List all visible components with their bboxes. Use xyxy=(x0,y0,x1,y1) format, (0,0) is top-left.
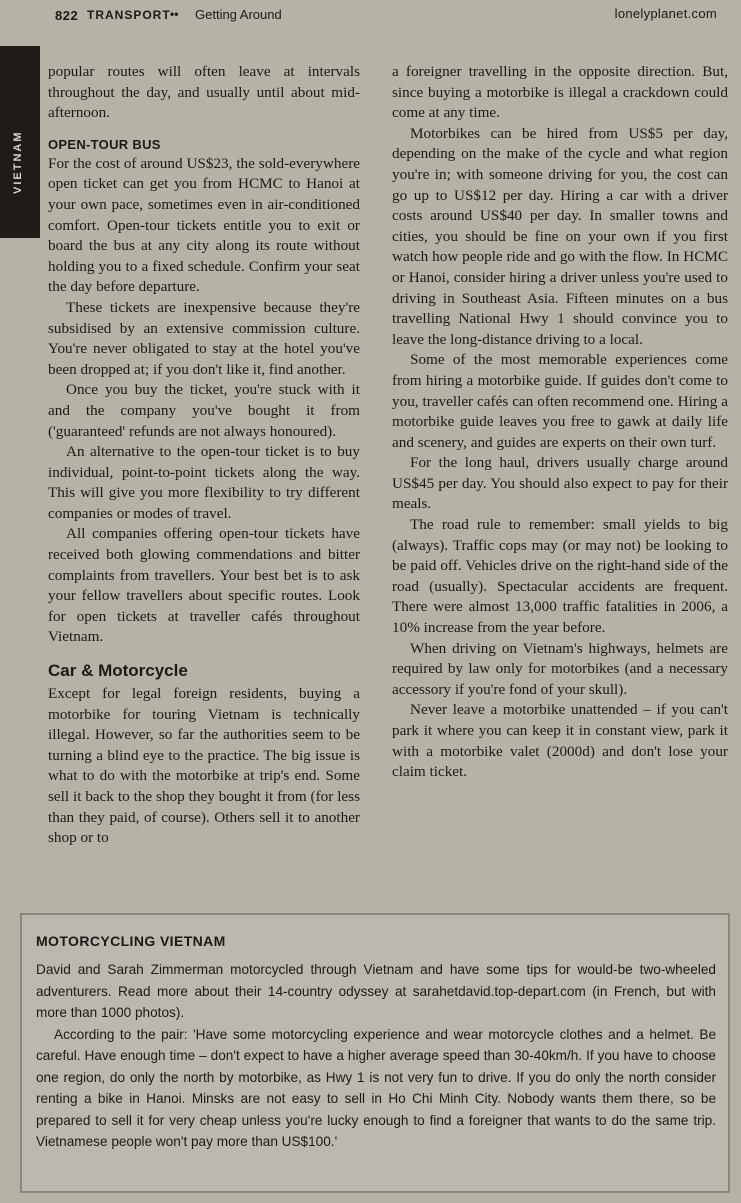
heading-car-motorcycle: Car & Motorcycle xyxy=(48,661,188,681)
paragraph: When driving on Vietnam's highways, helmets are required by law only for motorbikes (and a necessary accessory if you're fond of your skull). xyxy=(392,639,728,698)
subsection-title: Getting Around xyxy=(195,7,282,22)
paragraph: a foreigner travelling in the opposite direction. But, since buying a motorbike is illegal a crackdown could come at any time. xyxy=(392,63,728,122)
chapter-tab-label: VIETNAM xyxy=(12,130,24,194)
sidebar-paragraph: David and Sarah Zimmerman motorcycled through Vietnam and have some tips for would-be two-wheeled adventurers. Read more about their 14-country odyssey at sarahetdavid.top-depart.com (in French, but with more than 1000 photos). xyxy=(36,962,716,1020)
site-name: lonelyplanet.com xyxy=(614,6,717,21)
paragraph: Never leave a motorbike unattended – if you can't park it where you can keep it in constant view, park it with a motorbike valet (2000d) and don't lose your claim ticket. xyxy=(392,701,728,781)
header-separator: •• xyxy=(170,7,179,21)
paragraph: All companies offering open-tour tickets have received both glowing commendations and bitter complaints from travellers. Your best bet is to ask your fellow travellers about specific routes. Look for open tickets at traveller cafés throughout Vietnam. xyxy=(48,525,360,646)
sidebar-body xyxy=(36,959,716,1153)
paragraph: popular routes will often leave at intervals throughout the day, and usually until about mid-afternoon. xyxy=(48,63,360,122)
chapter-tab xyxy=(0,46,40,238)
paragraph: Motorbikes can be hired from US$5 per day, depending on the make of the cycle and what region you're in; with someone driving for you, the cost can go up to US$12 per day. Hiring a car with a driver costs around US$40 per day. In smaller towns and cities, you should be fine on your own if you first watch how people ride and go with the flow. In HCMC or Hanoi, consider hiring a driver unless you're used to driving in Southeast Asia. Fifteen minutes on a bus travelling National Hwy 1 should convince you to leave the long-distance driving to a local. xyxy=(392,124,728,348)
paragraph: These tickets are inexpensive because they're subsidised by an extensive commission culture. You're never obligated to stay at the hotel you've been dropped at; if you don't like it, find another. xyxy=(48,298,360,378)
sidebar-box xyxy=(20,913,730,1193)
paragraph: For the cost of around US$23, the sold-everywhere open ticket can get you from HCMC to Hanoi at your own pace, sometimes even in air-conditioned comfort. Open-tour tickets entitle you to exit or board the bus at any city along its route without holding you to a fixed schedule. Confirm your seat the day before departure. xyxy=(48,154,360,296)
paragraph: An alternative to the open-tour ticket is to buy individual, point-to-point tickets along the way. This will give you more flexibility to try different companies or modes of travel. xyxy=(48,443,360,522)
paragraph: Once you buy the ticket, you're stuck with it and the company you've bought it from ('guaranteed' refunds are not always honoured). xyxy=(48,381,360,440)
section-title: TRANSPORT xyxy=(87,8,171,22)
left-column xyxy=(48,62,360,849)
sidebar-title: MOTORCYCLING VIETNAM xyxy=(36,933,226,949)
running-header xyxy=(0,0,741,34)
page-number: 822 xyxy=(55,8,79,23)
paragraph: Except for legal foreign residents, buying a motorbike for touring Vietnam is technically illegal. However, so far the authorities seem to be turning a blind eye to the practice. The big issue is what to do with the motorbike at trip's end. Some sell it back to the shop they bought it from (for less than they paid, of course). Others sell it to another shop or to xyxy=(48,685,360,847)
paragraph: The road rule to remember: small yields to big (always). Traffic cops may (or may not) be looking to be paid off. Vehicles drive on the right-hand side of the road (usually). Spectacular accidents are frequent. There were almost 13,000 traffic fatalities in 2006, a 10% increase from the year before. xyxy=(392,516,728,637)
heading-open-tour-bus: OPEN-TOUR BUS xyxy=(48,136,161,152)
sidebar-paragraph: According to the pair: 'Have some motorcycling experience and wear motorcycle clothes and a helmet. Be careful. Have enough time – don't expect to have a higher average speed than 30-40km/h. If you have to choose one region, do only the north by motorbike, as Hwy 1 is not very fun to drive. If you do only the north consider renting a bike in Hanoi. Minsks are not easy to sell in Ho Chi Minh City. Nobody wants them there, so be prepared to sell it for very cheap unless you're lucky enough to find a foreigner that wants to do the same trip. Vietnamese people won't pay more than US$100.' xyxy=(36,1026,716,1149)
paragraph: For the long haul, drivers usually charge around US$45 per day. You should also expect to pay for their meals. xyxy=(392,454,728,513)
right-column xyxy=(392,62,728,783)
paragraph: Some of the most memorable experiences come from hiring a motorbike guide. If guides don't come to you, traveller cafés can often recommend one. Hiring a motorbike guide leaves you free to gawk at daily life and scenery, and guides are experts on their own turf. xyxy=(392,351,728,451)
